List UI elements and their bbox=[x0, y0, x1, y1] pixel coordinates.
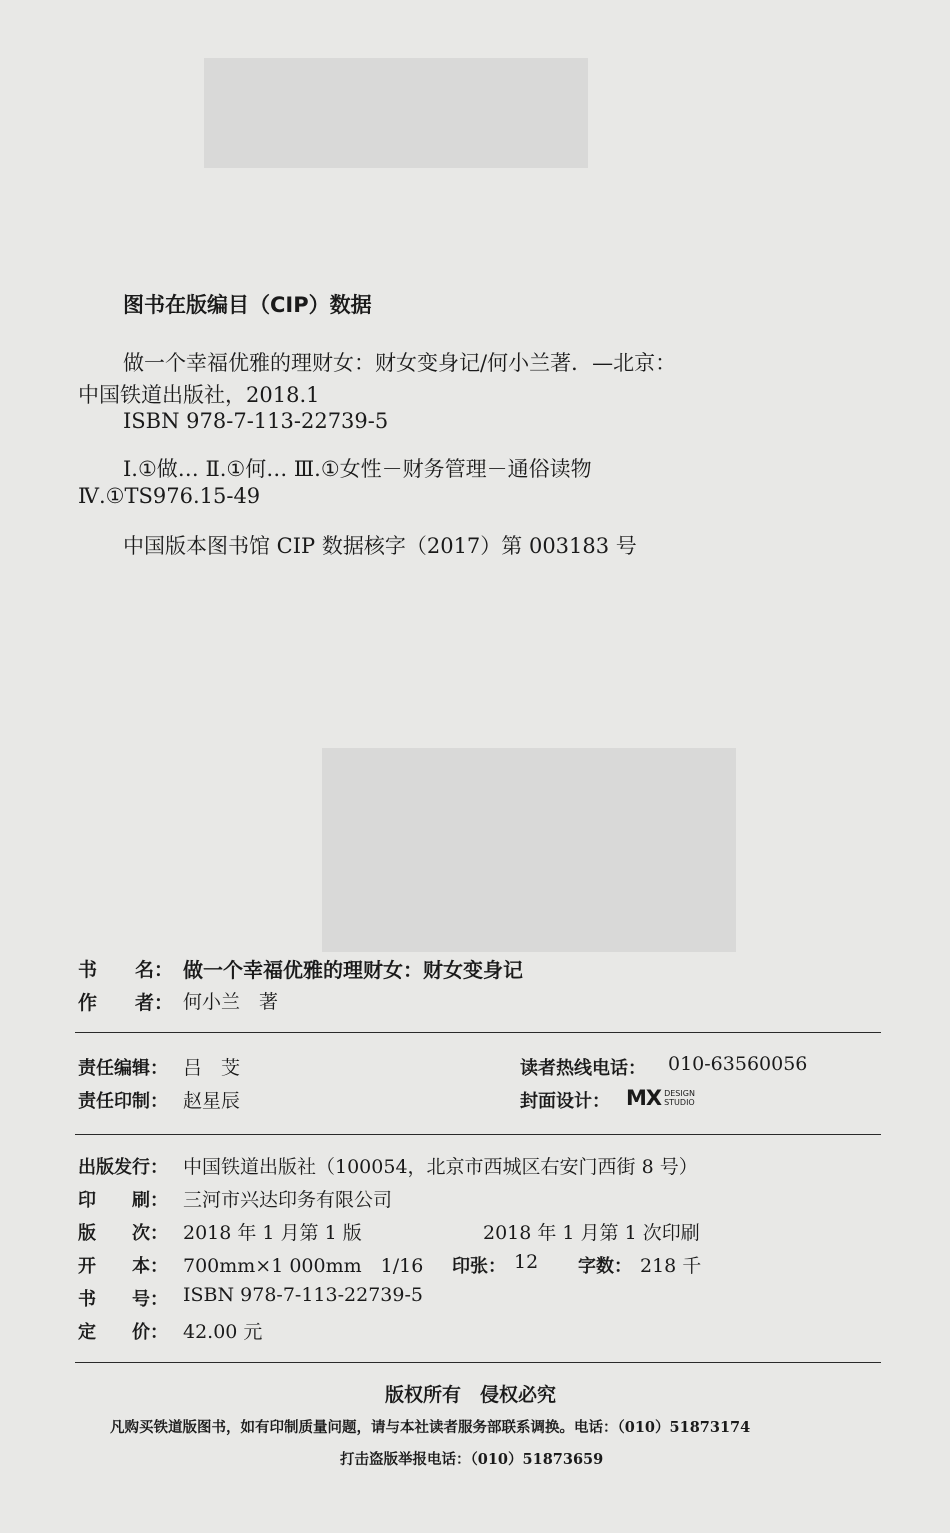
author: 何小兰 著 bbox=[183, 991, 279, 1013]
sheets-label: 印张： bbox=[452, 1256, 506, 1277]
quality-notice: 凡购买铁道版图书，如有印制质量问题，请与本社读者服务部联系调换。电话：（010）51873174 bbox=[110, 1419, 751, 1436]
cip-line-2: 中国铁道出版社，2018.1 bbox=[78, 383, 320, 407]
cip-line-1: 做一个幸福优雅的理财女：财女变身记/何小兰著．—北京： bbox=[123, 351, 677, 375]
rights-notice: 版权所有 侵权必究 bbox=[385, 1384, 557, 1406]
words-label: 字数： bbox=[578, 1256, 632, 1277]
hotline-label: 读者热线电话： bbox=[520, 1058, 646, 1079]
words: 218 千 bbox=[640, 1255, 702, 1277]
cip-line-4: Ⅰ.①做… Ⅱ.①何… Ⅲ.①女性－财务管理－通俗读物 bbox=[123, 457, 592, 481]
editor: 吕 芠 bbox=[183, 1057, 241, 1079]
cover-design-label: 封面设计： bbox=[520, 1091, 610, 1112]
cip-line-6: 中国版本图书馆 CIP 数据核字（2017）第 003183 号 bbox=[123, 534, 637, 558]
title-label: 书 名： bbox=[78, 959, 174, 981]
editor-label: 责任编辑： bbox=[78, 1058, 168, 1079]
print-manager: 赵星辰 bbox=[183, 1090, 241, 1112]
isbn: ISBN 978-7-113-22739-5 bbox=[183, 1284, 423, 1306]
print-manager-label: 责任印制： bbox=[78, 1091, 168, 1112]
piracy-hotline: 打击盗版举报电话：（010）51873659 bbox=[340, 1451, 604, 1468]
redacted-region-top bbox=[204, 58, 588, 168]
mx-design-studio-logo bbox=[626, 1086, 695, 1110]
edition-label: 版 次： bbox=[78, 1223, 168, 1244]
publisher: 中国铁道出版社（100054，北京市西城区右安门西街 8 号） bbox=[183, 1156, 698, 1178]
printing: 2018 年 1 月第 1 次印刷 bbox=[483, 1222, 700, 1244]
redacted-region-middle bbox=[322, 748, 736, 952]
divider-1 bbox=[75, 1032, 881, 1033]
printer: 三河市兴达印务有限公司 bbox=[183, 1189, 393, 1211]
divider-3 bbox=[75, 1362, 881, 1363]
price: 42.00 元 bbox=[183, 1321, 263, 1343]
logo-subtext: DESIGN STUDIO bbox=[664, 1089, 695, 1107]
hotline: 010-63560056 bbox=[668, 1053, 808, 1075]
author-label: 作 者： bbox=[78, 992, 174, 1014]
format: 700mm×1 000mm 1/16 bbox=[183, 1255, 424, 1277]
format-label: 开 本： bbox=[78, 1256, 168, 1277]
price-label: 定 价： bbox=[78, 1322, 168, 1343]
logo-mark: MX bbox=[626, 1086, 662, 1110]
sheets: 12 bbox=[514, 1251, 539, 1273]
cip-line-3: ISBN 978-7-113-22739-5 bbox=[123, 409, 389, 433]
divider-2 bbox=[75, 1134, 881, 1135]
printer-label: 印 刷： bbox=[78, 1190, 168, 1211]
cip-heading: 图书在版编目（CIP）数据 bbox=[123, 293, 372, 317]
cip-line-5: Ⅳ.①TS976.15-49 bbox=[78, 484, 261, 508]
isbn-label: 书 号： bbox=[78, 1289, 168, 1310]
book-title: 做一个幸福优雅的理财女：财女变身记 bbox=[183, 958, 523, 982]
publisher-label: 出版发行： bbox=[78, 1157, 168, 1178]
edition: 2018 年 1 月第 1 版 bbox=[183, 1222, 362, 1244]
